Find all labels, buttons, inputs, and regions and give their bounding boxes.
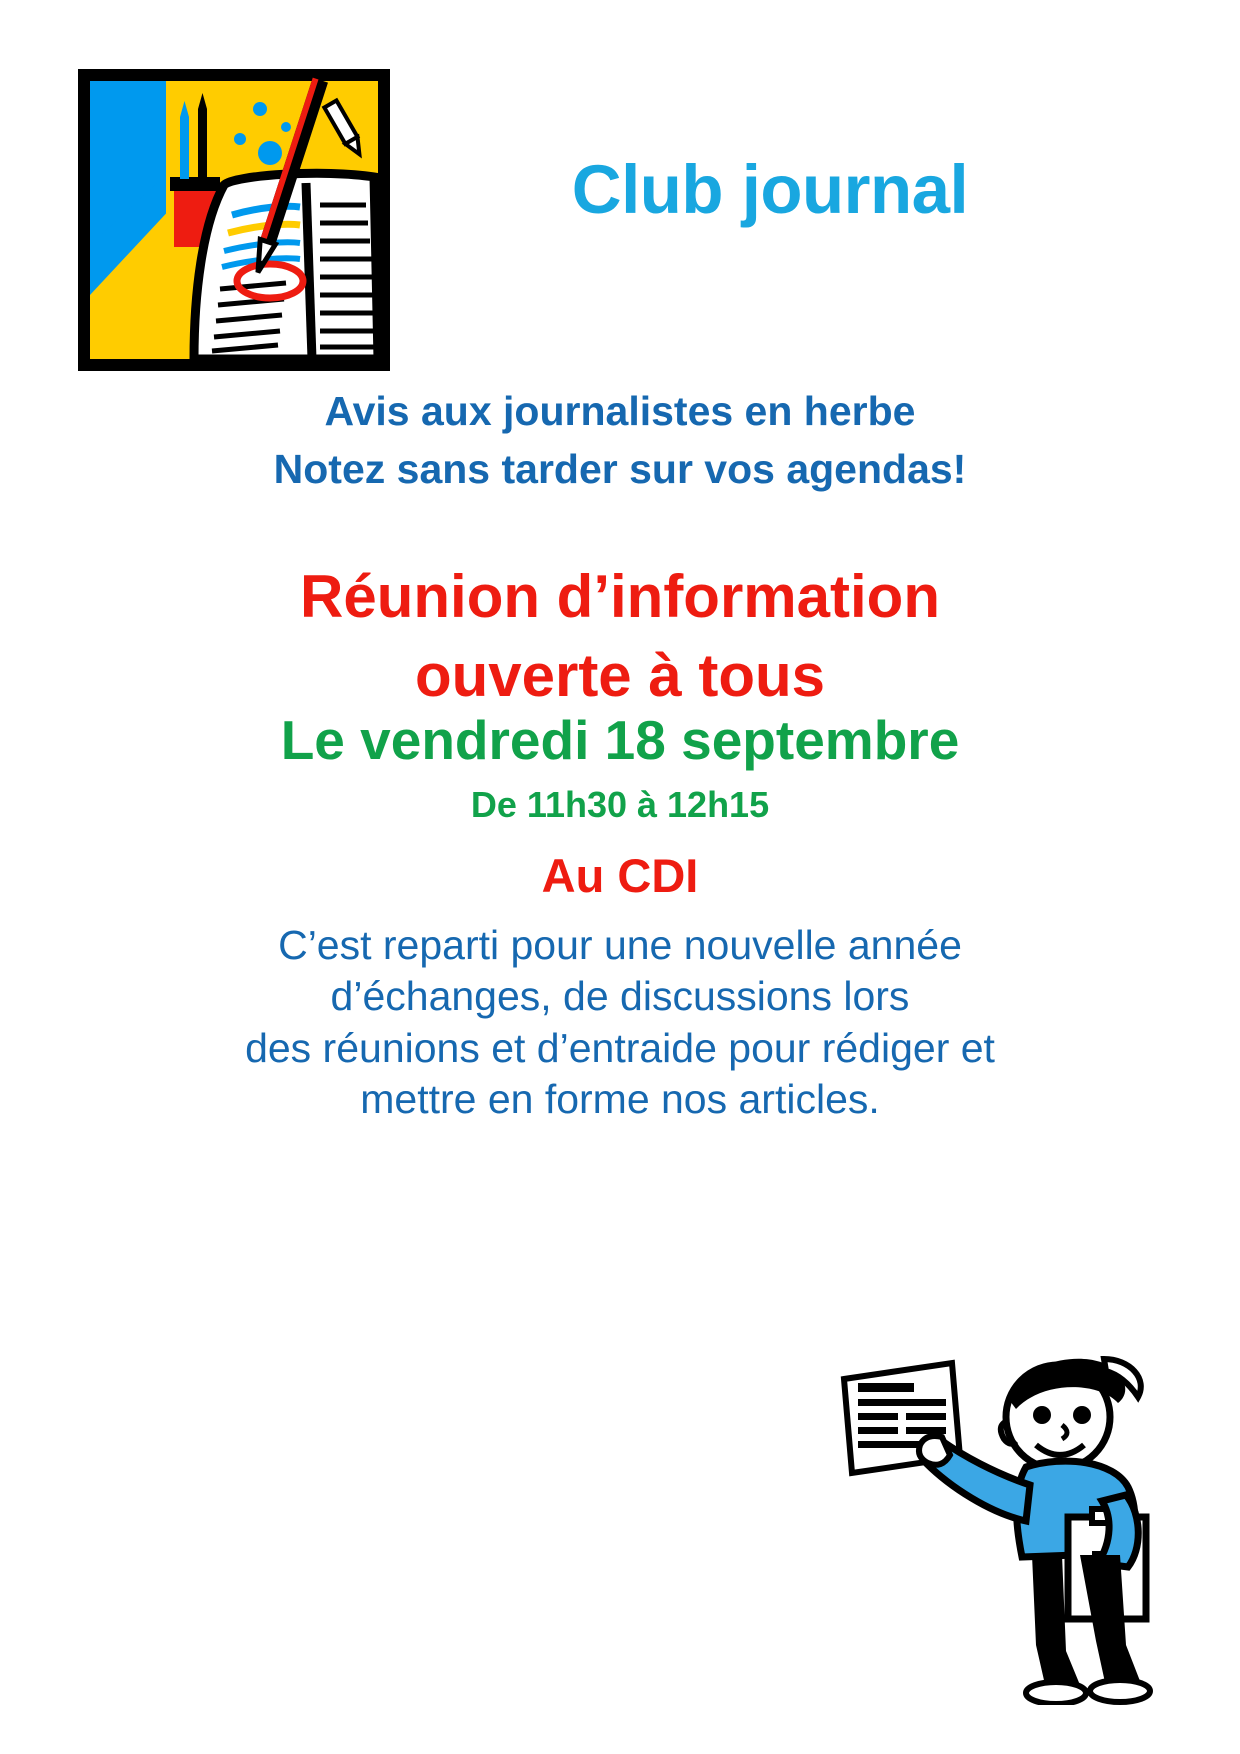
- poster-header: [0, 60, 1240, 380]
- boy-holding-newspaper-illustration: [830, 1345, 1180, 1705]
- subtitle-block: [60, 382, 1180, 498]
- body-line-3: des réunions et d’entraide pour rédiger et: [245, 1024, 995, 1071]
- page-title: Club journal: [571, 151, 969, 228]
- subtitle-line-2: Notez sans tarder sur vos agendas!: [273, 446, 967, 493]
- newspaper-and-pencil-logo: [74, 65, 394, 375]
- headline-line-1: Réunion d’information: [300, 563, 940, 630]
- body-line-2: d’échanges, de discussions lors: [330, 973, 910, 1020]
- headline-block: [60, 557, 1180, 715]
- body-text-block: [60, 920, 1180, 1125]
- body-line-4: mettre en forme nos articles.: [360, 1075, 880, 1122]
- body-line-1: C’est reparti pour une nouvelle année: [278, 922, 962, 968]
- event-time: De 11h30 à 12h15: [470, 784, 770, 825]
- subtitle-line-1: Avis aux journalistes en herbe: [324, 388, 916, 434]
- event-date: Le vendredi 18 septembre: [280, 709, 960, 771]
- headline-line-2: ouverte à tous: [414, 642, 826, 710]
- event-place: Au CDI: [541, 849, 699, 902]
